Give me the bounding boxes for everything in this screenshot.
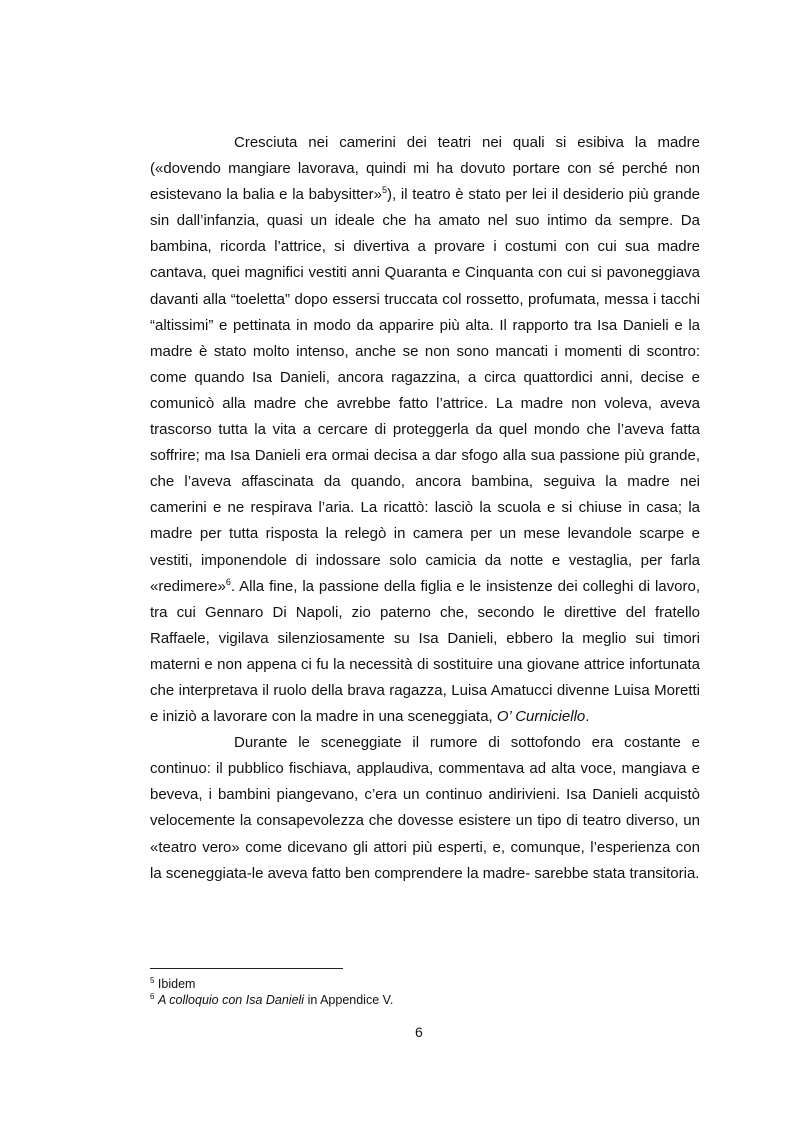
footnote-text <box>154 977 195 991</box>
paragraph-2 <box>150 730 700 887</box>
body-text <box>150 130 700 887</box>
text-run: . Alla fine, la passione della figlia e le insistenze dei colleghi di lavoro, tra cui Gennaro Di Napoli, zio paterno che, secondo le direttive del fratello Raffaele, vigilava silenziosamente su Isa Danieli, ebbero la meglio sui timori materni e non appena ci fu la necessità di sostituire una giovane attrice infortunata che interpretava il ruolo della brava ragazza, Luisa Amatucci divenne Luisa Moretti e iniziò a lavorare con la madre in una sceneggiata, <box>150 577 700 726</box>
text-run: Ibidem <box>154 977 196 991</box>
footnote-separator <box>150 968 343 969</box>
footnotes <box>150 976 700 1008</box>
text-run: . <box>585 708 590 726</box>
italic-text: O’ Curniciello <box>496 708 586 726</box>
text-run: Durante le sceneggiate il rumore di sottofondo era costante e continuo: il pubblico fischiava, applaudiva, commentava ad alta voce, mangiava e beveva, i bambini piangevano, c’era un continuo andirivieni. Isa Danieli acquistò velocemente la consapevolezza che dovesse esistere un tipo di teatro diverso, un «teatro vero» come dicevano gli attori più esperti, e, comunque, l’esperienza con la sceneggiata-le aveva fatto ben comprendere la madre- sarebbe stata transitoria. <box>150 734 700 882</box>
italic-text: A colloquio con Isa Danieli <box>157 993 305 1007</box>
paragraph-1 <box>150 130 700 730</box>
footnote-text <box>154 993 393 1007</box>
footnote-mark: 5 <box>150 975 155 985</box>
footnote-mark: 6 <box>150 991 155 1001</box>
text-run: Cresciuta nei camerini dei teatri nei quali si esibiva la madre («dovendo mangiare lavorava, quindi mi ha dovuto portare con sé perché non esistevano la balia e la babysitter» <box>150 134 700 204</box>
footnote-reference: 5 <box>381 185 387 196</box>
footnote-6 <box>150 992 700 1008</box>
text-run: in Appendice V. <box>304 993 394 1007</box>
footnote-5 <box>150 976 700 992</box>
footnote-reference: 6 <box>225 576 231 587</box>
page-number: 6 <box>415 1024 423 1040</box>
text-run: ), il teatro è stato per lei il desiderio più grande sin dall’infanzia, quasi un ideale che ha amato nel suo intimo da sempre. Da bambina, ricorda l’attrice, si divertiva a provare i costumi con cui sua madre cantava, quei magnifici vestiti anni Quaranta e Cinquanta con cui si pavoneggiava davanti alla “toeletta” dopo essersi truccata col rossetto, profumata, messa i tacchi “altissimi” e pettinata in modo da apparire più alta. Il rapporto tra Isa Danieli e la madre è stato molto intenso, anche se non sono mancati i momenti di scontro: come quando Isa Danieli, ancora ragazzina, a circa quattordici anni, decise e comunicò alla madre che avrebbe fatto l’attrice. La madre non voleva, aveva trascorso tutta la vita a cercare di proteggerla da quel mondo che l’aveva fatta soffrire; ma Isa Danieli era ormai decisa a dar sfogo alla sua passione più grande, che l’aveva affascinata da quando, ancora bambina, seguiva la madre nei camerini e ne respirava l’aria. La ricattò: lasciò la scuola e si chiuse in casa; la madre per tutta risposta la relegò in camera per un mese levandole scarpe e vestiti, imponendole di indossare solo camicia da notte e vestaglia, per farla «redimere» <box>150 186 701 595</box>
